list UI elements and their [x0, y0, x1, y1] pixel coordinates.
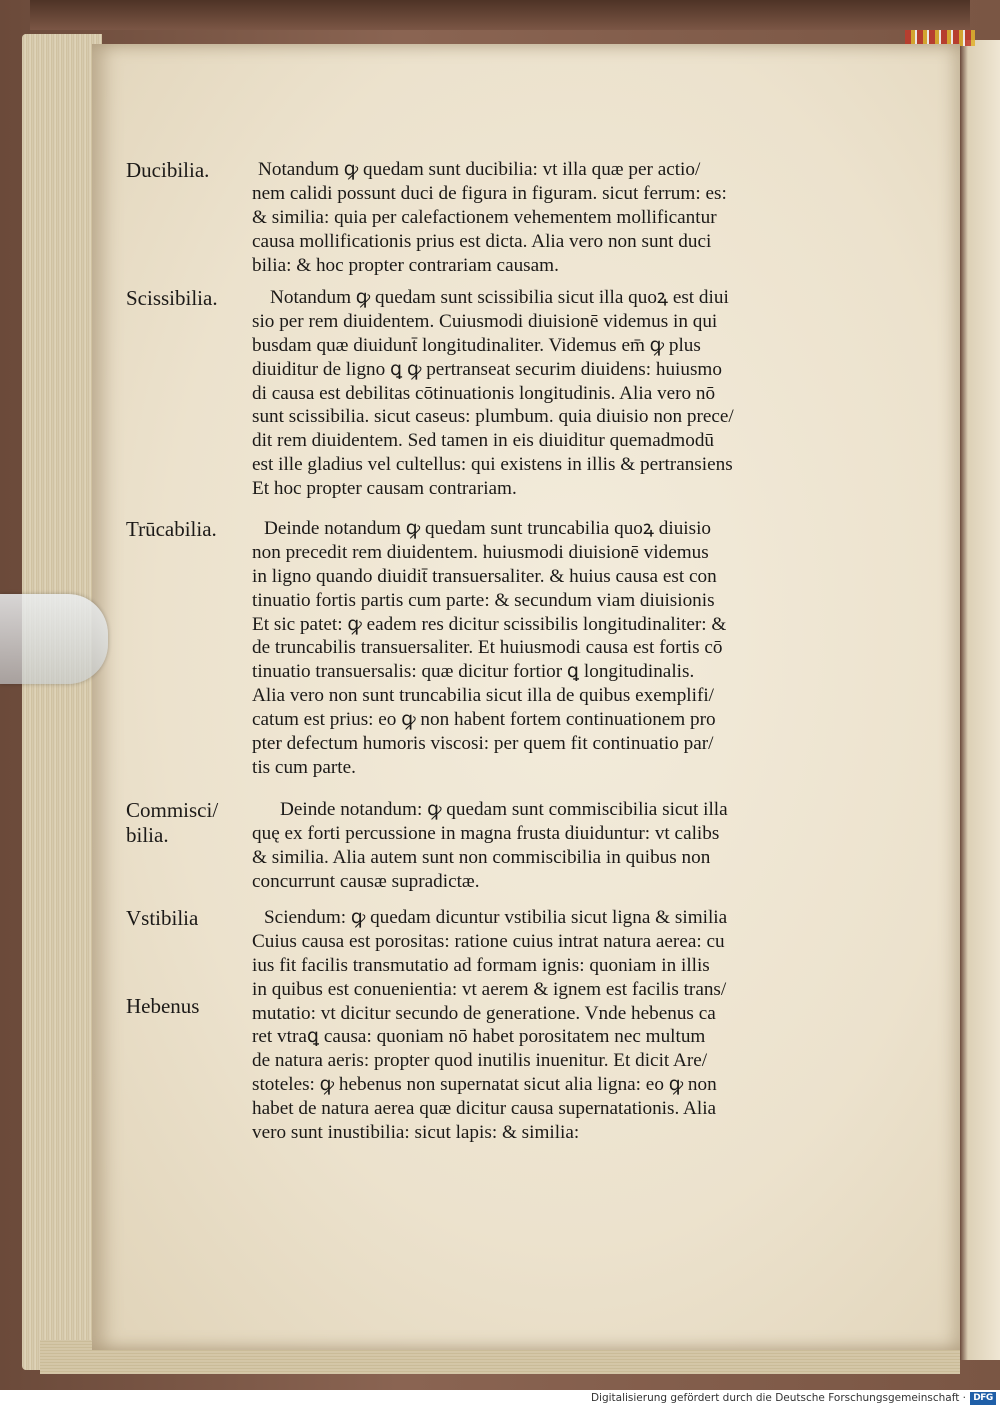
text-line: ret vtraꝗ causa: quoniam nō habet porositatem nec multum — [252, 1026, 706, 1048]
text-line: dit rem diuidentem. Sed tamen in eis diuiditur quemadmodū — [252, 430, 715, 452]
text-line: sunt scissibilia. sicut caseus: plumbum. quia diuisio non prece/ — [252, 406, 734, 428]
text-line: tis cum parte. — [252, 756, 356, 778]
text-line: pter defectum humoris viscosi: per quem fit continuatio par/ — [252, 733, 714, 755]
margin-note-hebenus: Hebenus — [126, 994, 200, 1018]
text-line: causa mollificationis prius est dicta. Alia vero non sunt duci — [252, 230, 712, 252]
paragraph-scissibilia — [252, 286, 864, 501]
text-line: Et hoc propter causam contrariam. — [252, 478, 517, 500]
margin-note-ducibilia: Ducibilia. — [126, 158, 210, 182]
text-line: non precedit rem diuidentem. huiusmodi diuisionē videmus — [252, 541, 709, 563]
text-line: tinuatio fortis partis cum parte: & secundum viam diuisionis — [252, 589, 715, 611]
dfg-logo: DFG — [970, 1392, 996, 1405]
text-line: mutatio: vt dicitur secundo de generatione. Vnde hebenus ca — [252, 1002, 716, 1024]
text-line: catum est prius: eo ꝙ non habent fortem continuationem pro — [252, 709, 716, 731]
text-line: nem calidi possunt duci de figura in figuram. sicut ferrum: es: — [252, 182, 727, 204]
cover-top-edge — [30, 0, 970, 30]
text-line: ius fit facilis transmutatio ad formam ignis: quoniam in illis — [252, 954, 710, 976]
text-line: in quibus est conuenientia: vt aerem & ignem est facilis trans/ — [252, 978, 727, 1000]
paragraph-trucabilia — [252, 517, 864, 780]
text-line: quę ex forti percussione in magna frusta diuiduntur: vt calibs — [252, 822, 720, 844]
text-line: in ligno quando diuidit̄ transuersaliter. & huius causa est con — [252, 565, 717, 587]
text-line: Deinde notandum: ꝙ quedam sunt commiscibilia sicut illa — [280, 799, 728, 820]
text-line: Sciendum: ꝙ quedam dicuntur vstibilia sicut ligna & similia — [264, 907, 728, 928]
text-line: tinuatio transuersalis: quæ dicitur fortior ꝗ longitudinalis. — [252, 661, 695, 683]
funding-credit: Digitalisierung gefördert durch die Deutsche Forschungsgemeinschaft · — [590, 1392, 966, 1404]
paragraph-ustibilia — [252, 906, 864, 1145]
text-line: vero sunt inustibilia: sicut lapis: & similia: — [252, 1122, 580, 1144]
margin-note-trucabilia: Trūcabilia. — [126, 517, 217, 541]
text-line: busdam quæ diuidunt̄ longitudinaliter. Videmus em̄ ꝙ plus — [252, 334, 701, 356]
text-line: stoteles: ꝙ hebenus non supernatat sicut alia ligna: eo ꝙ non — [252, 1074, 717, 1096]
paragraph-ducibilia — [252, 158, 864, 277]
text-line: de natura aeris: propter quod inutilis inuenitur. Et dicit Are/ — [252, 1050, 708, 1072]
text-line: bilia: & hoc propter contrariam causam. — [252, 254, 559, 276]
text-line: de truncabilis transuersaliter. Et huiusmodi causa est fortis cō — [252, 637, 723, 659]
text-line: Alia vero non sunt truncabilia sicut illa de quibus exemplifi/ — [252, 685, 714, 707]
text-line: sio per rem diuidentem. Cuiusmodi diuisionē videmus in qui — [252, 310, 718, 332]
text-line: & similia. Alia autem sunt non commiscibilia in quibus non — [252, 846, 711, 868]
page-stack-left — [22, 34, 102, 1370]
page-clip — [0, 594, 108, 684]
text-line: & similia: quia per calefactionem vehementem mollificantur — [252, 206, 717, 228]
text-line: Notandum ꝙ quedam sunt scissibilia sicut illa quoꝝ est diui — [270, 287, 729, 308]
text-line: habet de natura aerea quæ dicitur causa supernatationis. Alia — [252, 1098, 717, 1120]
margin-note-scissibilia: Scissibilia. — [126, 286, 218, 310]
text-line: Cuius causa est porositas: ratione cuius intrat natura aerea: cu — [252, 930, 725, 952]
text-line: concurrunt causæ supradictæ. — [252, 870, 480, 892]
text-line: Et sic patet: ꝙ eadem res dicitur scissibilis longitudinaliter: & — [252, 613, 727, 635]
text-line: Deinde notandum ꝙ quedam sunt truncabilia quoꝝ diuisio — [264, 518, 712, 539]
text-line: diuiditur de ligno ꝗ ꝙ pertranseat securim diuidens: huiusmo — [252, 358, 722, 380]
text-line: est ille gladius vel cultellus: qui existens in illis & pertransiens — [252, 454, 733, 476]
margin-note-ustibilia: Vstibilia — [126, 906, 199, 930]
text-line: di causa est debilitas cōtinuationis longitudinis. Alia vero nō — [252, 382, 716, 404]
facing-page-edge — [960, 40, 1000, 1360]
text-line: Notandum ꝙ quedam sunt ducibilia: vt illa quæ per actio/ — [258, 159, 701, 180]
margin-note-commiscibilia: Commisci/ bilia. — [126, 798, 219, 847]
paragraph-commiscibilia — [252, 798, 864, 894]
